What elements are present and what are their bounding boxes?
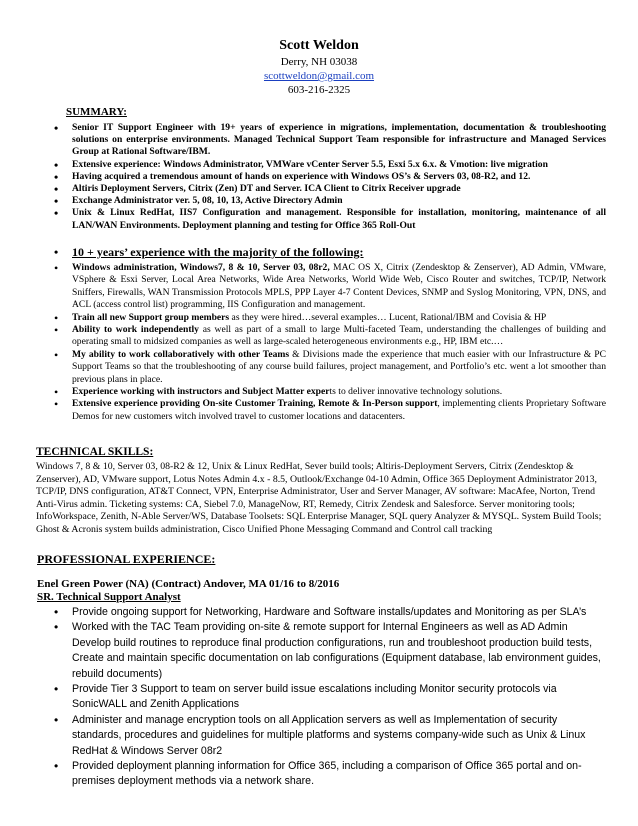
experience-item (48, 386, 606, 398)
job-employer-line: Enel Green Power (NA) (Contract) Andover, MA 01/16 to 8/2016 (37, 578, 340, 590)
experience-item (48, 312, 606, 324)
technical-skills-heading: TECHNICAL SKILLS: (36, 446, 154, 458)
experience-summary-heading: • 10 + years’ experience with the majority of the following: (48, 244, 606, 260)
experience-summary-list (48, 244, 606, 423)
summary-item: • Extensive experience: Windows Administrator, VMWare vCenter Server 5.5, Esxi 5.x 6.x. & Vmotion: live migration (48, 159, 606, 171)
technical-skills-text: Windows 7, 8 & 10, Server 03, 08-R2 & 12, Unix & Linux RedHat, Sever build tools; Altiris-Deployment Servers, Citrix (Zendesktop & Zenserver), AD, VMware support, Lotus Notes Admin 4.x - 8.5, Outlook/Exchange 04-10 Admin, Office 365 Deployment Administrator 2013, TCP/IP, DNS configuration, AT&T Connect, VPN, Enterprise Administrator, User and Server Manager, AV software: MacAfee, Norton, Trend Anti-Virus admin. Ticketing systems: CA, Siebel 7.0, ManageNow, RT, Remedy, Citrix Zendesk and Salesforce. Server monitoring tools; InfoWorkspace, Zenith, N-Able Server/WS, Database Toolsets: SQL Enterprise Manager, SQL query Analyzer & MYSQL. System Build Tools; Ghost & Acronis system builds administration, Cisco Unified Phone Messaging Command and Control call tracking (36, 461, 602, 535)
summary-item: • Exchange Administrator ver. 5, 08, 10, 13, Active Directory Admin (48, 195, 606, 207)
summary-item: • Having acquired a tremendous amount of hands on experience with Windows OS’s & Servers 03, 08-R2, and 12. (48, 171, 606, 183)
phone-number: 603-216-2325 (287, 84, 351, 96)
experience-item-text: MAC OS X, Citrix (Zendesktop & Zenserver), AD Admin, VMware, VSphere & Esxi Server, Local Area Networks, Wide Area Networks, World Wide Web, Cisco Router and switches, TCP/IP, Network Sniffers, Firewalls, WAN Transmission Protocols MPLS, PPP Layer 4-7 Content Devices, SNMP and Syslog Monitoring, VPN, DNS, and ACL (access control list) programming, IIS Configuration and management. (72, 262, 606, 311)
experience-item-text: , implementing clients Proprietary Software Demos for new customers witch involved travel to customer locations and datacenters. (72, 398, 606, 422)
experience-item (48, 349, 606, 386)
experience-item (48, 324, 606, 349)
job-duty-item: • Administer and manage encryption tools on all Application servers as well as Implementation of security standards, procedures and guidelines for multiple platforms and systems company-wide such as Unix & Linux RedHat & Windows Server 08r2 (48, 713, 608, 759)
email-link[interactable]: scottweldon@gmail.com (263, 70, 375, 82)
experience-item-text: as well as part of a small to large Multi-faceted Team, understanding the challenges of building and operating small to midsized companies as well as large-scaled heterogeneous environments e.g., HP, IBM etc.… (72, 324, 606, 348)
experience-item-lead: Extensive experience providing On-site Customer Training, Remote & In-Person support (72, 398, 438, 410)
experience-item-text: & Divisions made the experience that much easier with our Infrastructure & PC Support Teams so that the troubleshooting of any course build failures, project management, and Portfolio’s etc. went a lot smoother than previous plans in place. (72, 348, 606, 385)
experience-item-lead: Train all new Support group members (72, 311, 230, 323)
experience-item (48, 398, 606, 423)
experience-item-text: ts to deliver innovative technology solutions. (329, 386, 503, 398)
job-duty-item: • Provide ongoing support for Networking, Hardware and Software installs/updates and Monitoring as per SLA’s (48, 605, 608, 620)
summary-list (48, 122, 606, 232)
experience-item (48, 262, 606, 312)
professional-experience-heading: PROFESSIONAL EXPERIENCE: (37, 552, 216, 566)
experience-item-text: as they were hired…several examples… Lucent, Rational/IBM and Covisia & HP (229, 311, 547, 323)
job-duty-item: • Provided deployment planning information for Office 365, including a comparison of Office 365 portal and on-premises deployment methods via a network share. (48, 759, 608, 790)
job-duties-list (48, 605, 608, 790)
summary-item: • Altiris Deployment Servers, Citrix (Zen) DT and Server. ICA Client to Citrix Receiver upgrade (48, 183, 606, 195)
experience-item-lead: Experience working with instructors and Subject Matter exper (72, 386, 330, 398)
job-duty-item: • Worked with the TAC Team providing on-site & remote support for Internal Engineers as well as AD Admin Develop build routines to reproduce final production configurations, run and troubleshoot production build tests, Create and maintain specific documentation on lab configurations (Equipment database, lab environment guides, rebuild documents) (48, 620, 608, 682)
experience-item-lead: Ability to work independently (72, 324, 199, 336)
summary-item: • Unix & Linux RedHat, IIS7 Configuration and management. Responsible for installation, monitoring, maintenance of all LAN/WAN Environments. Deployment planning and testing for Office 365 Roll-Out (48, 207, 606, 231)
candidate-location: Derry, NH 03038 (280, 56, 358, 68)
experience-item-lead: My ability to work collaboratively with other Teams (72, 348, 290, 360)
experience-item-lead: Windows administration, Windows7, 8 & 10, Server 03, 08r2, (72, 262, 330, 273)
summary-heading: SUMMARY: (66, 106, 127, 118)
candidate-name: Scott Weldon (279, 38, 359, 53)
summary-item: • Senior IT Support Engineer with 19+ years of experience in migrations, implementation, documentation & troubleshooting solutions on enterprise environments. Managed Technical Support Team responsible for infrastructure and Managed Services Group at Rational Software/IBM. (48, 122, 606, 159)
job-title: SR. Technical Support Analyst (37, 591, 181, 603)
job-duty-item: • Provide Tier 3 Support to team on server build issue escalations including Monitor security protocols via SonicWALL and Zenith Applications (48, 682, 608, 713)
